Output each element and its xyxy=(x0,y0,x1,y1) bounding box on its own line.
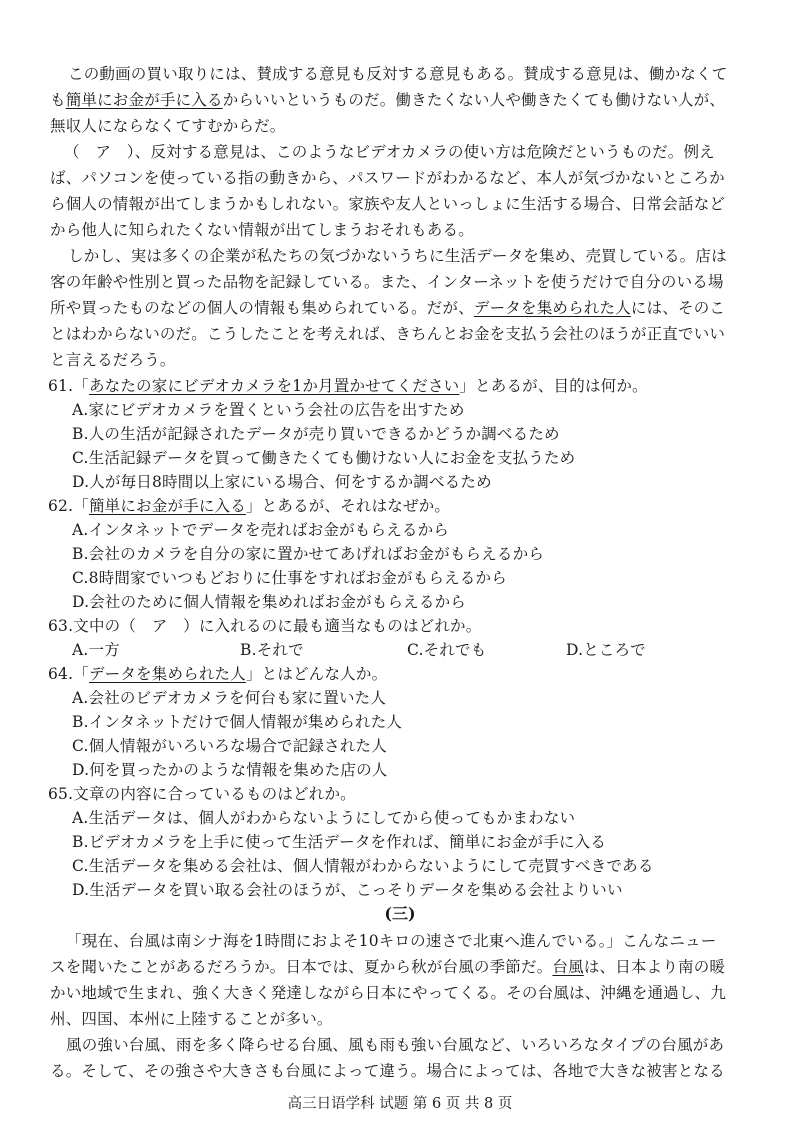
question-64-option-d[interactable]: D.何を買ったかのような情報を集めた店の人 xyxy=(72,761,388,779)
question-61-option-b[interactable]: B.人の生活が記録されたデータが売り買いできるかどうか調べるため xyxy=(72,425,560,443)
question-65-option-a[interactable]: A.生活データは、個人がわからないようにしてから使ってもかまわない xyxy=(72,809,576,827)
passage-line: ら個人の情報が出てしまうかもしれない。家族や友人といっしょに生活する場合、日常会話など xyxy=(50,195,726,213)
question-62-stem: 62.「簡単にお金が手に入る」とあるが、それはなぜか。 xyxy=(48,497,451,515)
question-61-option-a[interactable]: A.家にビデオカメラを置くという会社の広告を出すため xyxy=(72,401,465,419)
question-65-stem: 65.文章の内容に合っているものはどれか。 xyxy=(48,785,356,803)
passage-line: 風の強い台風、雨を多く降らせる台風、風も雨も強い台風など、いろいろなタイプの台風があ xyxy=(66,1036,725,1054)
passage-line: （ ア ）、反対する意見は、このようなビデオカメラの使い方は危険だというものだ。例え xyxy=(64,143,715,161)
passage-line: る。そして、その強さや大きさも台風によって違う。場合によっては、各地で大きな被害となる xyxy=(50,1062,725,1080)
passage-line: から他人に知られたくない情報が出てしまうおそれもある。 xyxy=(50,221,474,239)
question-61-stem: 61.「あなたの家にビデオカメラを1か月置かせてください」とあるが、目的は何か。 xyxy=(48,377,648,395)
question-63-option-a[interactable]: A.一方 xyxy=(72,641,120,659)
underlined-phrase: データを集められた人 xyxy=(88,665,246,683)
question-63-stem: 63.文中の（ ア ）に入れるのに最も適当なものはどれか。 xyxy=(48,617,482,635)
question-63-option-b[interactable]: B.それで xyxy=(240,641,304,659)
passage-line: かい地域で生まれ、強く大きく発達しながら日本にやってくる。その台風は、沖縄を通過し、九 xyxy=(50,984,727,1002)
question-65-option-c[interactable]: C.生活データを集める会社は、個人情報がわからないようにして売買すべきである xyxy=(72,857,654,875)
passage-line: しかし、実は多くの企業が私たちの気づかないうちに生活データを集め、売買している。店は xyxy=(68,247,727,265)
section-heading: (三) xyxy=(384,904,416,923)
question-62-option-d[interactable]: D.会社のために個人情報を集めればお金がもらえるから xyxy=(72,593,467,611)
question-64-stem: 64.「データを集められた人」とはどんな人か。 xyxy=(48,665,388,683)
underlined-phrase: 台風 xyxy=(552,958,584,976)
question-62-option-b[interactable]: B.会社のカメラを自分の家に置かせてあげればお金がもらえるから xyxy=(72,545,545,563)
passage-line: 無収人にならなくてすむからだ。 xyxy=(50,117,286,135)
passage-line: も簡単にお金が手に入るからいいというものだ。働きたくない人や働きたくても働けない人が、 xyxy=(50,91,726,109)
question-61-option-c[interactable]: C.生活記録データを買って働きたくても働けない人にお金を支払うため xyxy=(72,449,576,467)
question-62-option-c[interactable]: C.8時間家でいつもどおりに仕事をすればお金がもらえるから xyxy=(72,569,507,587)
passage-line: 所や買ったものなどの個人の情報も集められている。だが、データを集められた人には、そのこ xyxy=(50,299,726,317)
underlined-phrase: データを集められた人 xyxy=(473,299,631,317)
question-64-option-c[interactable]: C.個人情報がいろいろな場合で記録された人 xyxy=(72,737,387,755)
question-64-option-b[interactable]: B.インタネットだけで個人情報が集められた人 xyxy=(72,713,403,731)
passage-line: ば、パソコンを使っている指の動きから、パスワードがわかるなど、本人が気づかないところか xyxy=(50,169,725,187)
passage-line: とはわからないのだ。こうしたことを考えれば、きちんとお金を支払う会社のほうが正直でいい xyxy=(50,325,726,343)
question-63-option-d[interactable]: D.ところで xyxy=(566,641,646,659)
page-footer: 高三日语学科 试题 第 6 页 共 8 页 xyxy=(287,1096,513,1112)
passage-line: スを聞いたことがあるだろうか。日本では、夏から秋が台風の季節だ。台風は、日本より南の暖 xyxy=(50,958,726,976)
underlined-phrase: あなたの家にビデオカメラを1か月置かせてください xyxy=(88,377,460,395)
passage-line: 州、四国、本州に上陸することが多い。 xyxy=(50,1010,333,1028)
underlined-phrase: 簡単にお金が手に入る xyxy=(65,91,223,109)
passage-line: この動画の買い取りには、賛成する意見も反対する意見もある。賛成する意見は、働かなくて xyxy=(68,65,728,83)
question-63-option-c[interactable]: C.それでも xyxy=(407,641,487,659)
underlined-phrase: 簡単にお金が手に入る xyxy=(88,497,246,515)
question-61-option-d[interactable]: D.人が毎日8時間以上家にいる場合、何をするか調べるため xyxy=(72,473,492,491)
question-65-option-d[interactable]: D.生活データを買い取る会社のほうが、こっそりデータを集める会社よりいい xyxy=(72,881,623,899)
question-65-option-b[interactable]: B.ビデオカメラを上手に使って生活データを作れば、簡単にお金が手に入る xyxy=(72,833,607,851)
passage-line: 「現在、台風は南シナ海を1時間におよそ10キロの速さで北東へ進んでいる。」こんなニュー xyxy=(66,932,717,950)
question-62-option-a[interactable]: A.インタネットでデータを売ればお金がもらえるから xyxy=(72,521,450,539)
passage-line: 客の年齢や性別と買った品物を記録している。また、インターネットを使うだけで自分のいる場 xyxy=(50,273,724,291)
passage-line: と言えるだろう。 xyxy=(50,351,176,369)
question-64-option-a[interactable]: A.会社のビデオカメラを何台も家に置いた人 xyxy=(72,689,387,707)
